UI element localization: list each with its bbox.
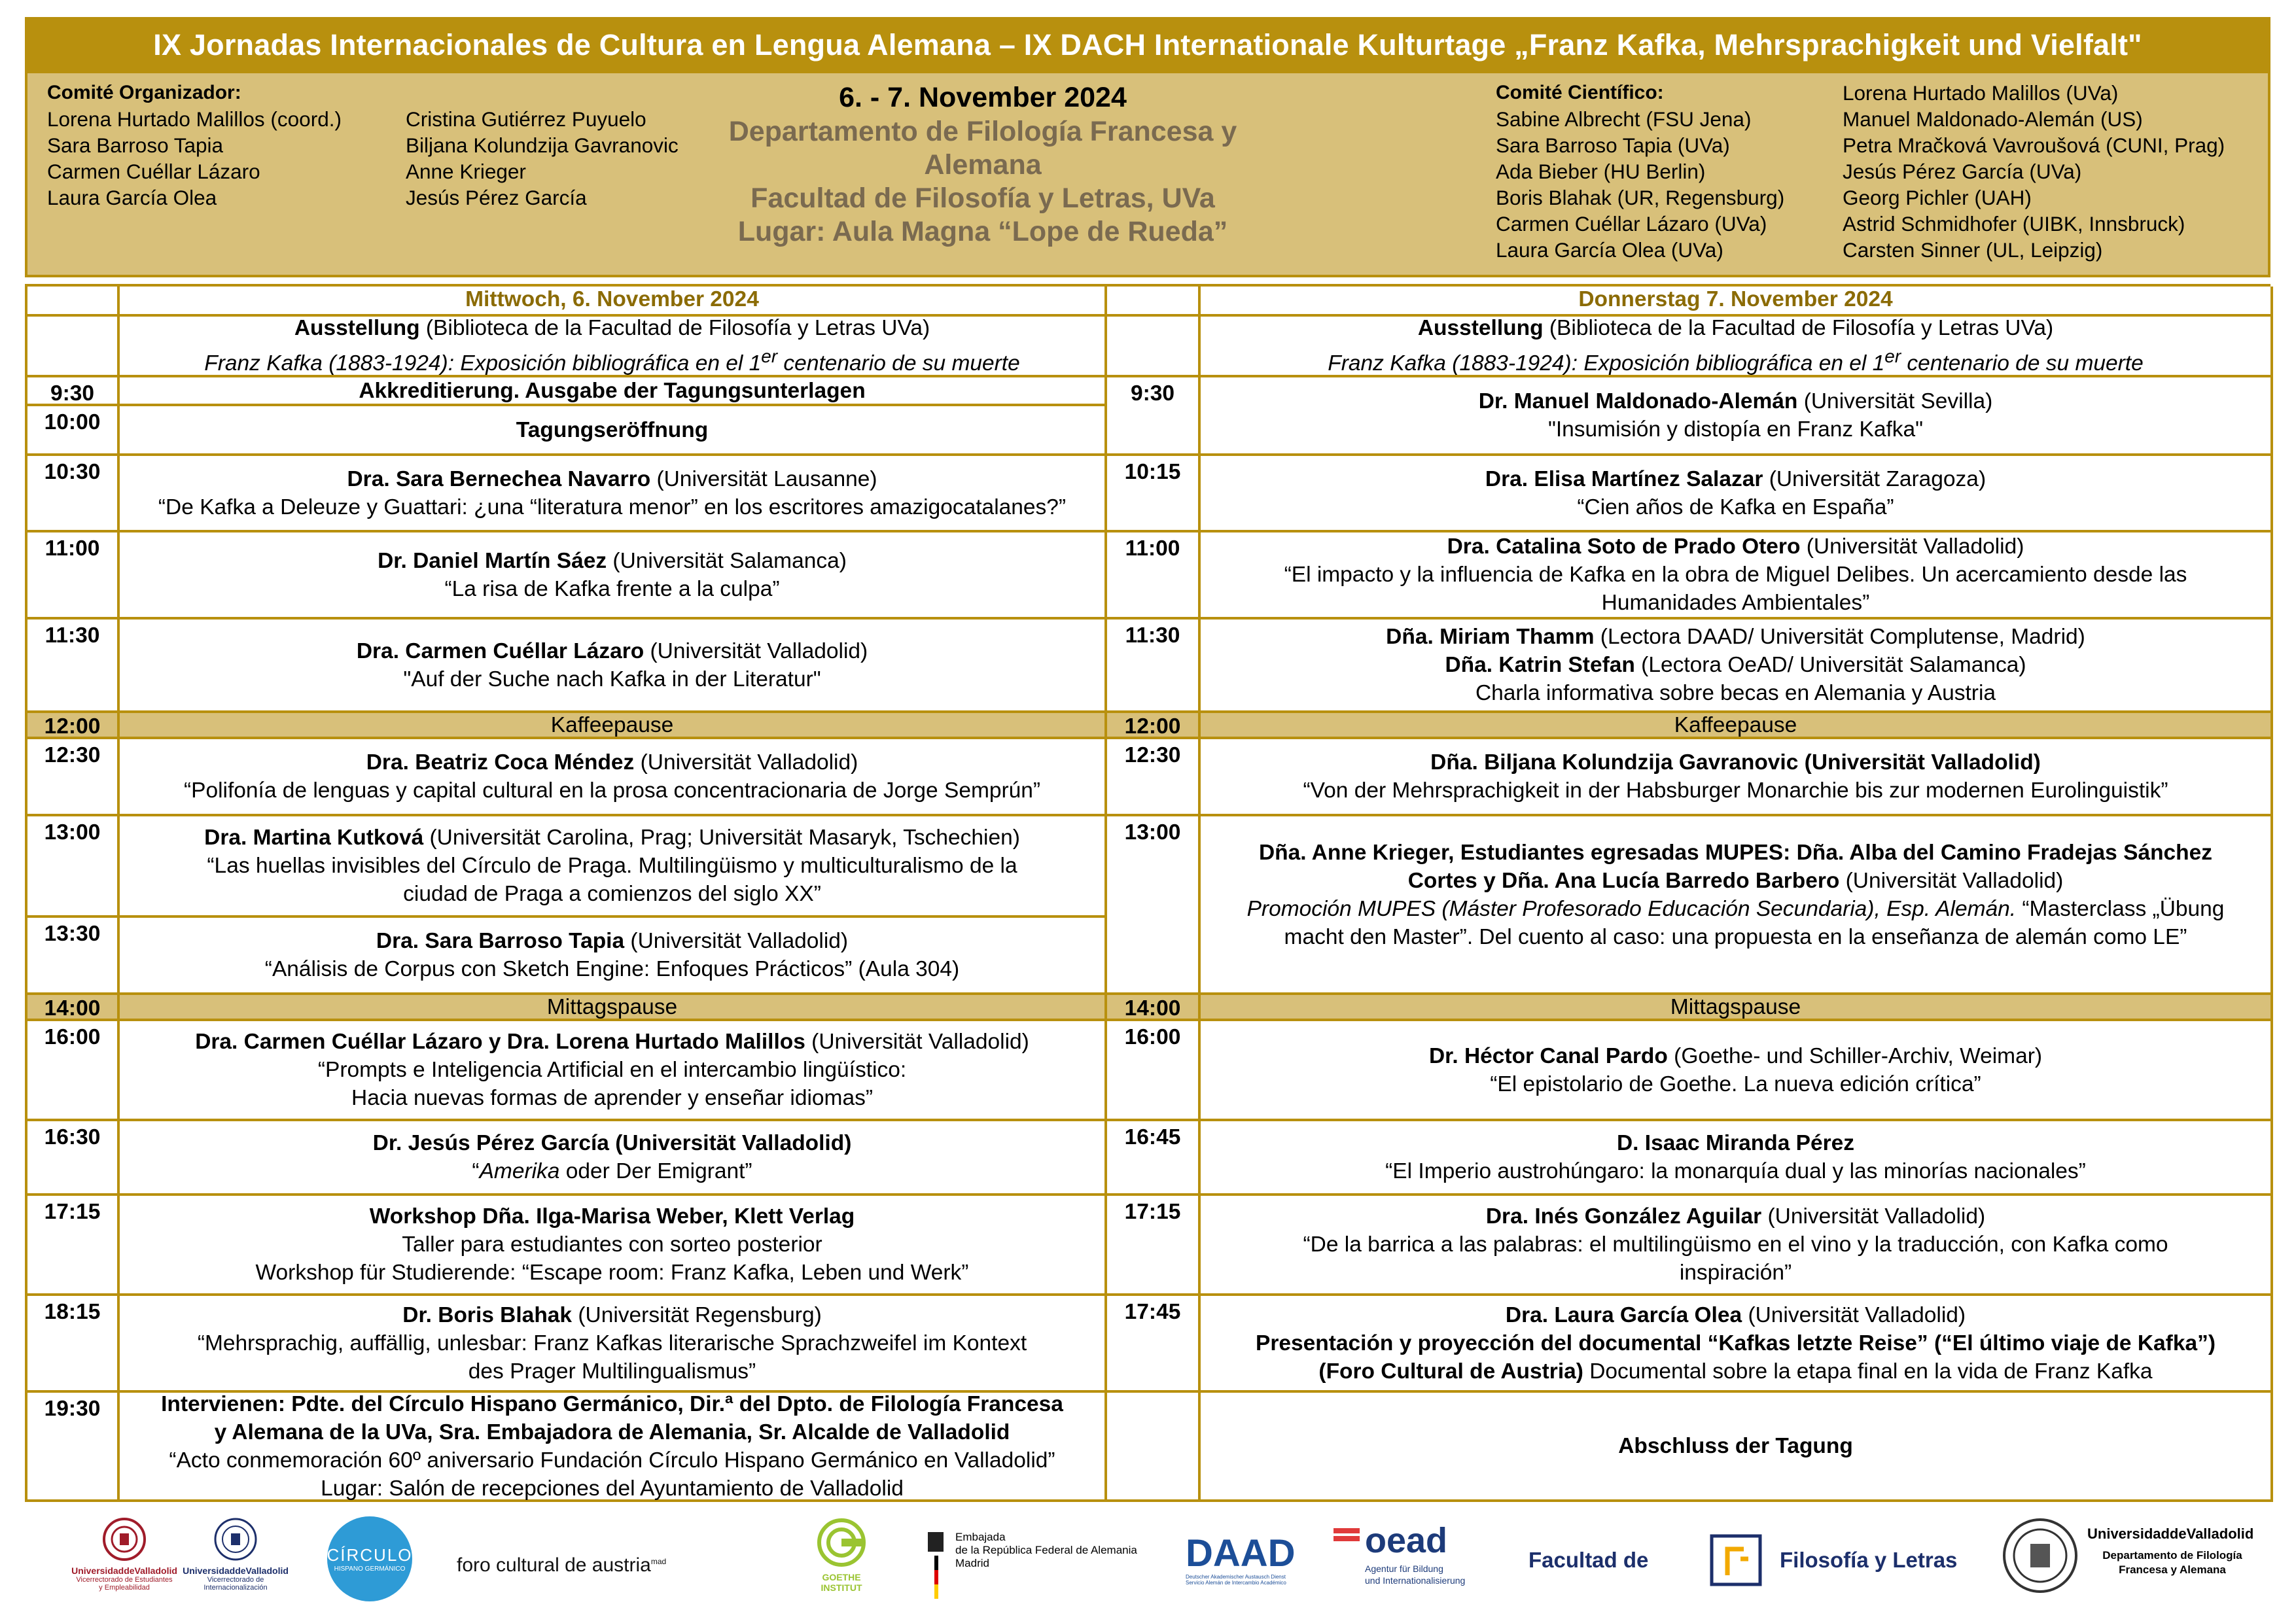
talk-barroso: Dra. Sara Barroso Tapia (Universität Valladolid) “Análisis de Corpus con Sketch Engine: Enfoques Prácticos” (Aula 304) [120, 918, 1107, 995]
sci-member: Astrid Schmidhofer (UIBK, Innsbruck) [1843, 212, 2185, 236]
sci-member: Manuel Maldonado-Alemán (US) [1843, 107, 2143, 131]
time-slot: 13:30 [27, 918, 120, 995]
time-slot: 11:30 [27, 620, 120, 713]
talk-martinez: Dra. Elisa Martínez Salazar (Universität Zaragoza) “Cien años de Kafka en España” [1201, 456, 2273, 532]
org-member: Anne Krieger [406, 160, 526, 183]
uva-internacional-logo: UniversidaddeValladolid Vicerrectorado de Internacionalización [170, 1516, 301, 1592]
scientific-committee-col2 [1843, 80, 2225, 263]
schedule-grid [25, 284, 2270, 1502]
time-slot: 12:00 [1107, 713, 1201, 739]
day1-header: Mittwoch, 6. November 2024 [120, 287, 1107, 317]
closing-act: Intervienen: Pdte. del Círculo Hispano Germánico, Dir.ª del Dpto. de Filología Francesa y Alemana de la UVa, Sra. Embajadora de Alemania, Sr. Alcalde de Valladolid “Acto conmemoración 60º aniversario Fundación Círculo Hispano Germánico en Valladolid” Lugar: Salón de recepciones del Ayuntamiento de Valladolid [120, 1393, 1107, 1502]
time-slot: 11:00 [1107, 532, 1201, 620]
scientific-committee [1496, 80, 1784, 263]
time-slot: 12:30 [1107, 739, 1201, 816]
sci-member: Carsten Sinner (UL, Leipzig) [1843, 238, 2103, 262]
page-title: IX Jornadas Internacionales de Cultura en Lengua Alemana – IX DACH Internationale Kulturtage „Franz Kafka, Mehrsprachigkeit und Vielfalt" [25, 17, 2270, 73]
talk-thamm-stefan: Dña. Miriam Thamm (Lectora DAAD/ Universität Complutense, Madrid) Dña. Katrin Stefan (Lectora OeAD/ Universität Salamanca) Charla informativa sobre becas en Alemania y Austria [1201, 620, 2273, 713]
time-slot: 12:30 [27, 739, 120, 816]
org-member: Biljana Kolundzija Gavranovic [406, 133, 679, 157]
event-info [721, 80, 1245, 249]
sponsor-logos: UniversidaddeValladolid Vicerrectorado de Estudiantes y Empleabilidad UniversidaddeValladolid Vicerrectorado de Internacionalización CÍRCULO HISPANO GERMÁNICO foro cultural de austria$^{mad}$ GOETHE INSTITUT Embajada de la República Federal de Alemania Madrid DAAD Deutscher Akademischer Austausch Dienst Servicio Alemán de Intercambio Académico oead Agentur für Bildung und Internationalisierung Facultad de Filosofía y Letras UniversidaddeValladolid Departamento de Filología Francesa y Alemana [25, 1516, 2270, 1614]
accreditation: Akkreditierung. Ausgabe der Tagungsunterlagen [120, 377, 1107, 406]
time-slot: 10:15 [1107, 456, 1201, 532]
time-slot: 16:00 [1107, 1021, 1201, 1121]
org-member: Cristina Gutiérrez Puyuelo [406, 107, 646, 131]
talk-blahak: Dr. Boris Blahak (Universität Regensburg) “Mehrsprachig, auffällig, unlesbar: Franz Kafkas literarische Sprachzweifel im Kontext des Prager Multilingualismus” [120, 1296, 1107, 1393]
lunch-break-day2: Mittagspause [1201, 995, 2273, 1021]
masterclass-krieger: Dña. Anne Krieger, Estudiantes egresadas MUPES: Dña. Alba del Camino Fradejas Sánchez Cortes y Dña. Ana Lucía Barredo Barbero (Universität Valladolid) Promoción MUPES (Máster Profesorado Educación Secundaria), Esp. Alemán. “Masterclass „Übung macht den Master”. Del cuento al caso: una propuesta en la enseñanza de alemán como LE” [1201, 816, 2273, 995]
time-slot: 12:00 [27, 713, 120, 739]
time-slot: 18:15 [27, 1296, 120, 1393]
uva-crest-icon [213, 1516, 258, 1562]
sci-member: Georg Pichler (UAH) [1843, 186, 2032, 209]
event-venue: Lugar: Aula Magna “Lope de Rueda” [737, 216, 1228, 247]
lunch-break-day1: Mittagspause [120, 995, 1107, 1021]
time-slot: 13:00 [27, 816, 120, 918]
talk-soto: Dra. Catalina Soto de Prado Otero (Universität Valladolid) “El impacto y la influencia de Kafka en la obra de Miguel Delibes. Un acercamiento desde las Humanidades Ambientales” [1201, 532, 2273, 620]
coffee-break-day1: Kaffeepause [120, 713, 1107, 739]
uva-estudiantes-logo: UniversidaddeValladolid Vicerrectorado de Estudiantes y Empleabilidad [59, 1516, 190, 1592]
sci-member: Ada Bieber (HU Berlin) [1496, 160, 1706, 183]
time-slot: 10:00 [27, 406, 120, 456]
talk-gonzalez: Dra. Inés González Aguilar (Universität Valladolid) “De la barrica a las palabras: el multilingüismo en el vino y la traducción, con Kafka como inspiración” [1201, 1196, 2273, 1296]
daad-logo: DAAD Deutscher Akademischer Austausch Dienst Servicio Alemán de Intercambio Académico [1186, 1532, 1296, 1586]
talk-bernechea: Dra. Sara Bernechea Navarro (Universität Lausanne) “De Kafka a Deleuze y Guattari: ¿una “literatura menor” en los escritores amazigocatalanes?” [120, 456, 1107, 532]
sci-member: Carmen Cuéllar Lázaro (UVa) [1496, 212, 1767, 236]
time-slot: 14:00 [27, 995, 120, 1021]
event-faculty: Facultad de Filosofía y Letras, UVa [751, 183, 1215, 214]
uva-departamento-logo: UniversidaddeValladolid Departamento de Filología Francesa y Alemana [2001, 1516, 2263, 1608]
talk-perez: Dr. Jesús Pérez García (Universität Valladolid) “Amerika oder Der Emigrant” [120, 1121, 1107, 1196]
sci-member: Boris Blahak (UR, Regensburg) [1496, 186, 1785, 209]
time-slot: 10:30 [27, 456, 120, 532]
time-slot: 17:15 [27, 1196, 120, 1296]
sci-member: Sara Barroso Tapia (UVa) [1496, 133, 1730, 157]
talk-martin-saez: Dr. Daniel Martín Sáez (Universität Salamanca) “La risa de Kafka frente a la culpa” [120, 532, 1107, 620]
time-slot: 16:45 [1107, 1121, 1201, 1196]
talk-cuellar: Dra. Carmen Cuéllar Lázaro (Universität Valladolid) "Auf der Suche nach Kafka in der Literatur" [120, 620, 1107, 713]
exhibition-day2: Ausstellung (Biblioteca de la Facultad de Filosofía y Letras UVa) Franz Kafka (1883-1924): Exposición bibliográfica en el 1er centenario de su muerte [1201, 317, 2273, 377]
event-department: Departamento de Filología Francesa y Alemana [728, 116, 1237, 181]
org-member: Jesús Pérez García [406, 186, 587, 209]
org-member: Sara Barroso Tapia [47, 133, 224, 157]
talk-canal: Dr. Héctor Canal Pardo (Goethe- und Schiller-Archiv, Weimar) “El epistolario de Goethe. La nueva edición crítica” [1201, 1021, 2273, 1121]
goethe-icon [812, 1516, 871, 1569]
talk-miranda: D. Isaac Miranda Pérez “El Imperio austrohúngaro: la monarquía dual y las minorías nacionales” [1201, 1121, 2273, 1196]
time-slot: 13:00 [1107, 816, 1201, 995]
coffee-break-day2: Kaffeepause [1201, 713, 2273, 739]
org-member: Lorena Hurtado Malillos (coord.) [47, 107, 342, 131]
talk-maldonado: Dr. Manuel Maldonado-Alemán (Universität Sevilla) "Insumisión y distopía en Franz Kafka" [1201, 377, 2273, 456]
sci-member: Lorena Hurtado Malillos (UVa) [1843, 81, 2119, 105]
time-slot: 14:00 [1107, 995, 1201, 1021]
foro-logo: foro cultural de austria$^{mad}$ [457, 1554, 667, 1576]
talk-kutkova: Dra. Martina Kutková (Universität Carolina, Prag; Universität Masaryk, Tschechien) “Las huellas invisibles del Círculo de Praga. Multilingüismo y multiculturalismo de la ciudad de Praga a comienzos del siglo XX” [120, 816, 1107, 918]
info-box [25, 73, 2270, 277]
organizing-heading: Comité Organizador: [47, 82, 241, 103]
time-slot: 17:15 [1107, 1196, 1201, 1296]
org-member: Laura García Olea [47, 186, 217, 209]
facultad-icon [1708, 1529, 1767, 1588]
uva-crest-icon [101, 1516, 147, 1562]
circulo-logo: CÍRCULO HISPANO GERMÁNICO [327, 1516, 412, 1601]
sci-member: Laura García Olea (UVa) [1496, 238, 1723, 262]
time-slot: 16:00 [27, 1021, 120, 1121]
sci-member: Jesús Pérez García (UVa) [1843, 160, 2082, 183]
goethe-logo: GOETHE INSTITUT [809, 1516, 874, 1593]
day2-header: Donnerstag 7. November 2024 [1201, 287, 2273, 317]
exhibition-day1: Ausstellung (Biblioteca de la Facultad de Filosofía y Letras UVa) Franz Kafka (1883-1924): Exposición bibliográfica en el 1er centenario de su muerte [120, 317, 1107, 377]
conference-closing: Abschluss der Tagung [1201, 1393, 2273, 1502]
sci-member: Petra Mračková Vavroušová (CUNI, Prag) [1843, 133, 2225, 157]
talk-coca: Dra. Beatriz Coca Méndez (Universität Valladolid) “Polifonía de lenguas y capital cultural en la prosa concentracionaria de Jorge Semprún” [120, 739, 1107, 816]
talk-kolundzija: Dña. Biljana Kolundzija Gavranovic (Universität Valladolid) “Von der Mehrsprachigkeit in der Habsburger Monarchie bis zur modernen Eurolinguistik” [1201, 739, 2273, 816]
org-member: Carmen Cuéllar Lázaro [47, 160, 260, 183]
event-date: 6. - 7. November 2024 [839, 82, 1127, 113]
workshop-weber: Workshop Dña. Ilga-Marisa Weber, Klett Verlag Taller para estudiantes con sorteo posterior Workshop für Studierende: “Escape room: Franz Kafka, Leben und Werk” [120, 1196, 1107, 1296]
time-slot: 9:30 [27, 377, 120, 406]
time-slot: 19:30 [27, 1393, 120, 1502]
time-slot: 17:45 [1107, 1296, 1201, 1393]
sci-member: Sabine Albrecht (FSU Jena) [1496, 107, 1752, 131]
time-slot: 11:00 [27, 532, 120, 620]
opening: Tagungseröffnung [120, 406, 1107, 456]
uva-seal-icon [2001, 1516, 2079, 1595]
program-page [25, 17, 2270, 1502]
time-slot: 9:30 [1107, 377, 1201, 456]
organizing-committee-col2 [406, 106, 679, 211]
facultad-logo: Facultad de Filosofía y Letras [1528, 1536, 2000, 1588]
time-slot: 11:30 [1107, 620, 1201, 713]
talk-cuellar-hurtado: Dra. Carmen Cuéllar Lázaro y Dra. Lorena Hurtado Malillos (Universität Valladolid) “Prompts e Inteligencia Artificial en el intercambio lingüístico: Hacia nuevas formas de aprender y enseñar idiomas” [120, 1021, 1107, 1121]
eagle-flag-icon [923, 1531, 949, 1603]
time-slot: 16:30 [27, 1121, 120, 1196]
organizing-committee [47, 80, 342, 211]
documentary-garcia-olea: Dra. Laura García Olea (Universität Valladolid) Presentación y proyección del documental “Kafkas letzte Reise” (“El último viaje de Kafka”) (Foro Cultural de Austria) Documental sobre la etapa final en la vida de Franz Kafka [1201, 1296, 2273, 1393]
scientific-heading: Comité Científico: [1496, 82, 1664, 103]
